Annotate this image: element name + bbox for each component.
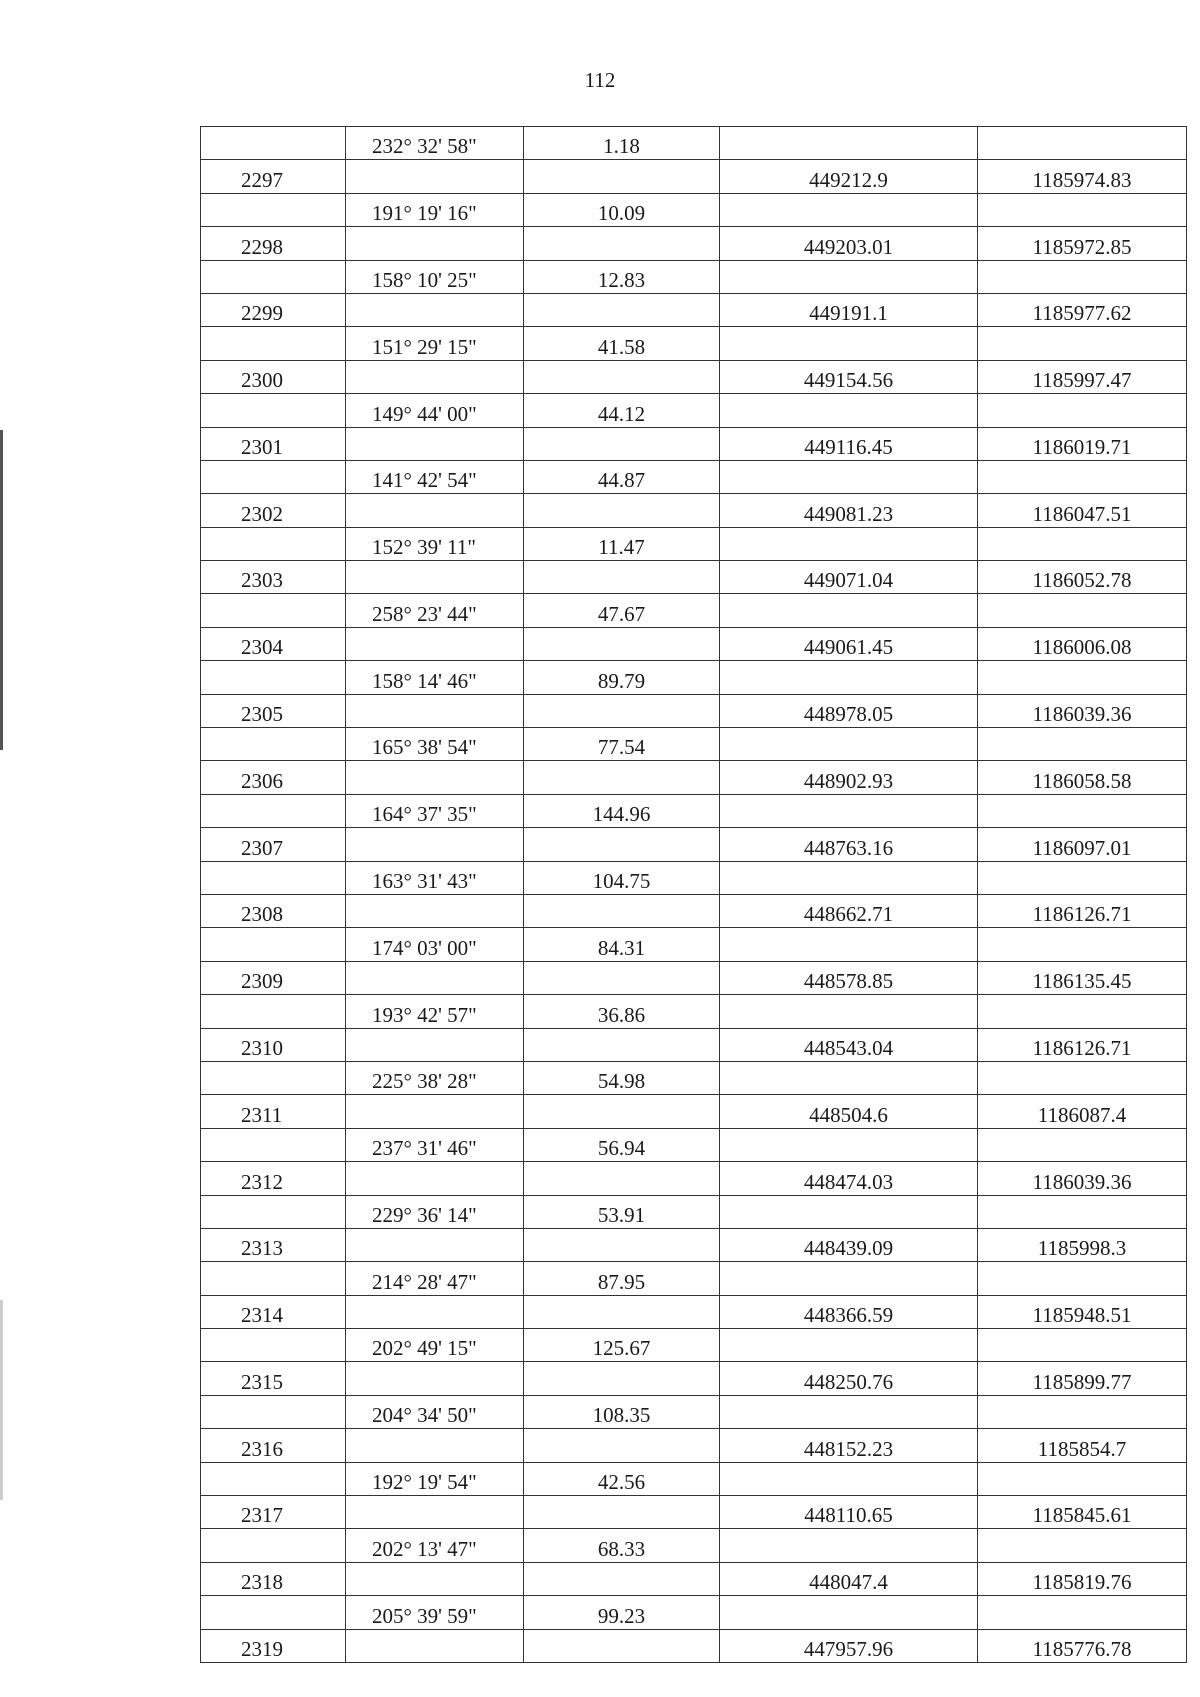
x-coordinate-cell: 448110.65 xyxy=(720,1496,978,1529)
point-row xyxy=(201,1295,1187,1328)
point-number-cell xyxy=(201,928,346,961)
y-coordinate-cell: 1186097.01 xyxy=(978,828,1187,861)
distance-cell xyxy=(524,427,720,460)
bearing-cell xyxy=(346,160,524,193)
y-coordinate-cell xyxy=(978,1262,1187,1295)
point-row xyxy=(201,360,1187,393)
point-number-cell: 2319 xyxy=(201,1629,346,1662)
distance-cell: 44.12 xyxy=(524,394,720,427)
distance-cell xyxy=(524,1362,720,1395)
distance-cell xyxy=(524,627,720,660)
course-row xyxy=(201,460,1187,493)
x-coordinate-cell xyxy=(720,1195,978,1228)
point-row xyxy=(201,160,1187,193)
bearing-cell xyxy=(346,561,524,594)
point-number-cell xyxy=(201,728,346,761)
point-number-cell: 2316 xyxy=(201,1429,346,1462)
course-row xyxy=(201,1128,1187,1161)
bearing-cell xyxy=(346,227,524,260)
course-row xyxy=(201,861,1187,894)
y-coordinate-cell xyxy=(978,861,1187,894)
point-number-cell: 2304 xyxy=(201,627,346,660)
bearing-cell xyxy=(346,1295,524,1328)
bearing-cell: 193° 42' 57" xyxy=(346,995,524,1028)
bearing-cell: 214° 28' 47" xyxy=(346,1262,524,1295)
point-row xyxy=(201,1362,1187,1395)
distance-cell xyxy=(524,1562,720,1595)
y-coordinate-cell: 1186039.36 xyxy=(978,1162,1187,1195)
point-row xyxy=(201,1629,1187,1662)
y-coordinate-cell xyxy=(978,1195,1187,1228)
y-coordinate-cell xyxy=(978,1128,1187,1161)
point-number-cell: 2306 xyxy=(201,761,346,794)
y-coordinate-cell xyxy=(978,995,1187,1028)
x-coordinate-cell: 448504.6 xyxy=(720,1095,978,1128)
point-number-cell xyxy=(201,1529,346,1562)
point-number-cell: 2315 xyxy=(201,1362,346,1395)
scan-edge-mark-lower xyxy=(0,1300,3,1500)
bearing-cell: 158° 14' 46" xyxy=(346,661,524,694)
distance-cell xyxy=(524,1295,720,1328)
point-row xyxy=(201,494,1187,527)
distance-cell: 89.79 xyxy=(524,661,720,694)
y-coordinate-cell: 1186126.71 xyxy=(978,1028,1187,1061)
bearing-cell xyxy=(346,828,524,861)
distance-cell xyxy=(524,494,720,527)
x-coordinate-cell: 448578.85 xyxy=(720,961,978,994)
point-number-cell: 2301 xyxy=(201,427,346,460)
point-number-cell: 2297 xyxy=(201,160,346,193)
bearing-cell xyxy=(346,1228,524,1261)
y-coordinate-cell xyxy=(978,1329,1187,1362)
x-coordinate-cell xyxy=(720,861,978,894)
distance-cell: 10.09 xyxy=(524,193,720,226)
bearing-cell: 258° 23' 44" xyxy=(346,594,524,627)
y-coordinate-cell xyxy=(978,794,1187,827)
point-row xyxy=(201,627,1187,660)
x-coordinate-cell xyxy=(720,1128,978,1161)
x-coordinate-cell xyxy=(720,661,978,694)
distance-cell: 53.91 xyxy=(524,1195,720,1228)
bearing-cell: 204° 34' 50" xyxy=(346,1395,524,1428)
distance-cell: 36.86 xyxy=(524,995,720,1028)
x-coordinate-cell xyxy=(720,728,978,761)
distance-cell: 104.75 xyxy=(524,861,720,894)
point-row xyxy=(201,761,1187,794)
course-row xyxy=(201,1596,1187,1629)
x-coordinate-cell xyxy=(720,1462,978,1495)
x-coordinate-cell: 448902.93 xyxy=(720,761,978,794)
distance-cell xyxy=(524,293,720,326)
y-coordinate-cell: 1186058.58 xyxy=(978,761,1187,794)
y-coordinate-cell: 1186087.4 xyxy=(978,1095,1187,1128)
course-row xyxy=(201,1262,1187,1295)
course-row xyxy=(201,928,1187,961)
bearing-cell: 163° 31' 43" xyxy=(346,861,524,894)
bearing-cell: 205° 39' 59" xyxy=(346,1596,524,1629)
y-coordinate-cell: 1185899.77 xyxy=(978,1362,1187,1395)
y-coordinate-cell: 1185972.85 xyxy=(978,227,1187,260)
distance-cell xyxy=(524,561,720,594)
x-coordinate-cell: 448439.09 xyxy=(720,1228,978,1261)
course-row xyxy=(201,995,1187,1028)
course-row xyxy=(201,527,1187,560)
point-number-cell xyxy=(201,861,346,894)
point-row xyxy=(201,561,1187,594)
x-coordinate-cell xyxy=(720,1596,978,1629)
x-coordinate-cell: 447957.96 xyxy=(720,1629,978,1662)
point-row xyxy=(201,293,1187,326)
distance-cell xyxy=(524,894,720,927)
x-coordinate-cell xyxy=(720,1329,978,1362)
point-number-cell: 2305 xyxy=(201,694,346,727)
course-row xyxy=(201,394,1187,427)
bearing-cell xyxy=(346,694,524,727)
bearing-cell xyxy=(346,1162,524,1195)
point-row xyxy=(201,961,1187,994)
y-coordinate-cell xyxy=(978,460,1187,493)
x-coordinate-cell: 449154.56 xyxy=(720,360,978,393)
distance-cell: 87.95 xyxy=(524,1262,720,1295)
bearing-cell xyxy=(346,627,524,660)
point-number-cell: 2313 xyxy=(201,1228,346,1261)
point-number-cell xyxy=(201,127,346,160)
point-number-cell xyxy=(201,1596,346,1629)
x-coordinate-cell: 449081.23 xyxy=(720,494,978,527)
y-coordinate-cell: 1186019.71 xyxy=(978,427,1187,460)
distance-cell xyxy=(524,160,720,193)
course-row xyxy=(201,1395,1187,1428)
bearing-cell xyxy=(346,494,524,527)
y-coordinate-cell: 1186052.78 xyxy=(978,561,1187,594)
y-coordinate-cell xyxy=(978,1529,1187,1562)
course-row xyxy=(201,1195,1187,1228)
y-coordinate-cell: 1185819.76 xyxy=(978,1562,1187,1595)
page-number: 112 xyxy=(584,68,616,92)
y-coordinate-cell xyxy=(978,527,1187,560)
bearing-cell: 229° 36' 14" xyxy=(346,1195,524,1228)
distance-cell xyxy=(524,828,720,861)
point-number-cell xyxy=(201,1128,346,1161)
distance-cell xyxy=(524,227,720,260)
y-coordinate-cell: 1186039.36 xyxy=(978,694,1187,727)
scan-edge-mark-upper xyxy=(0,430,3,750)
point-number-cell: 2311 xyxy=(201,1095,346,1128)
bearing-cell xyxy=(346,961,524,994)
course-row xyxy=(201,1462,1187,1495)
bearing-cell xyxy=(346,1496,524,1529)
y-coordinate-cell xyxy=(978,594,1187,627)
point-number-cell xyxy=(201,260,346,293)
y-coordinate-cell: 1185997.47 xyxy=(978,360,1187,393)
x-coordinate-cell xyxy=(720,995,978,1028)
point-number-cell xyxy=(201,394,346,427)
y-coordinate-cell xyxy=(978,1395,1187,1428)
bearing-cell: 225° 38' 28" xyxy=(346,1061,524,1094)
point-number-cell: 2300 xyxy=(201,360,346,393)
course-row xyxy=(201,728,1187,761)
x-coordinate-cell: 449061.45 xyxy=(720,627,978,660)
y-coordinate-cell: 1185776.78 xyxy=(978,1629,1187,1662)
point-row xyxy=(201,1095,1187,1128)
point-number-cell xyxy=(201,460,346,493)
point-number-cell: 2308 xyxy=(201,894,346,927)
point-number-cell xyxy=(201,594,346,627)
bearing-cell xyxy=(346,1028,524,1061)
point-row xyxy=(201,1496,1187,1529)
y-coordinate-cell xyxy=(978,1596,1187,1629)
x-coordinate-cell xyxy=(720,460,978,493)
distance-cell xyxy=(524,961,720,994)
point-number-cell xyxy=(201,193,346,226)
point-number-cell: 2314 xyxy=(201,1295,346,1328)
point-number-cell xyxy=(201,1262,346,1295)
bearing-cell xyxy=(346,1095,524,1128)
y-coordinate-cell xyxy=(978,260,1187,293)
x-coordinate-cell: 449191.1 xyxy=(720,293,978,326)
x-coordinate-cell xyxy=(720,794,978,827)
point-number-cell: 2317 xyxy=(201,1496,346,1529)
course-row xyxy=(201,661,1187,694)
point-row xyxy=(201,894,1187,927)
point-number-cell: 2303 xyxy=(201,561,346,594)
y-coordinate-cell: 1185845.61 xyxy=(978,1496,1187,1529)
bearing-cell: 152° 39' 11" xyxy=(346,527,524,560)
y-coordinate-cell xyxy=(978,394,1187,427)
x-coordinate-cell: 449116.45 xyxy=(720,427,978,460)
x-coordinate-cell: 448152.23 xyxy=(720,1429,978,1462)
point-row xyxy=(201,1429,1187,1462)
distance-cell xyxy=(524,1629,720,1662)
distance-cell xyxy=(524,1028,720,1061)
y-coordinate-cell xyxy=(978,928,1187,961)
point-row xyxy=(201,1162,1187,1195)
y-coordinate-cell: 1186006.08 xyxy=(978,627,1187,660)
distance-cell: 68.33 xyxy=(524,1529,720,1562)
point-number-cell xyxy=(201,995,346,1028)
point-row xyxy=(201,694,1187,727)
bearing-cell xyxy=(346,293,524,326)
point-number-cell xyxy=(201,1061,346,1094)
point-number-cell: 2299 xyxy=(201,293,346,326)
distance-cell xyxy=(524,1095,720,1128)
x-coordinate-cell: 448250.76 xyxy=(720,1362,978,1395)
bearing-cell: 202° 49' 15" xyxy=(346,1329,524,1362)
y-coordinate-cell: 1185998.3 xyxy=(978,1228,1187,1261)
course-row xyxy=(201,1061,1187,1094)
bearing-cell xyxy=(346,360,524,393)
bearing-cell: 164° 37' 35" xyxy=(346,794,524,827)
course-row xyxy=(201,193,1187,226)
y-coordinate-cell: 1186047.51 xyxy=(978,494,1187,527)
bearing-cell xyxy=(346,1562,524,1595)
distance-cell: 1.18 xyxy=(524,127,720,160)
y-coordinate-cell: 1186126.71 xyxy=(978,894,1187,927)
y-coordinate-cell: 1186135.45 xyxy=(978,961,1187,994)
x-coordinate-cell xyxy=(720,527,978,560)
y-coordinate-cell xyxy=(978,661,1187,694)
point-number-cell: 2298 xyxy=(201,227,346,260)
x-coordinate-cell xyxy=(720,928,978,961)
course-row xyxy=(201,1329,1187,1362)
point-row xyxy=(201,1562,1187,1595)
point-number-cell xyxy=(201,1195,346,1228)
y-coordinate-cell xyxy=(978,728,1187,761)
course-row xyxy=(201,794,1187,827)
bearing-cell: 232° 32' 58" xyxy=(346,127,524,160)
x-coordinate-cell: 449071.04 xyxy=(720,561,978,594)
survey-coordinates-table xyxy=(200,126,1187,1663)
distance-cell: 77.54 xyxy=(524,728,720,761)
bearing-cell xyxy=(346,427,524,460)
distance-cell: 11.47 xyxy=(524,527,720,560)
bearing-cell: 174° 03' 00" xyxy=(346,928,524,961)
point-number-cell xyxy=(201,1395,346,1428)
x-coordinate-cell: 449203.01 xyxy=(720,227,978,260)
distance-cell: 54.98 xyxy=(524,1061,720,1094)
y-coordinate-cell xyxy=(978,327,1187,360)
bearing-cell: 192° 19' 54" xyxy=(346,1462,524,1495)
bearing-cell: 158° 10' 25" xyxy=(346,260,524,293)
distance-cell: 84.31 xyxy=(524,928,720,961)
distance-cell xyxy=(524,761,720,794)
distance-cell xyxy=(524,694,720,727)
x-coordinate-cell: 448366.59 xyxy=(720,1295,978,1328)
x-coordinate-cell xyxy=(720,127,978,160)
bearing-cell xyxy=(346,761,524,794)
point-row xyxy=(201,1028,1187,1061)
point-number-cell: 2318 xyxy=(201,1562,346,1595)
distance-cell: 125.67 xyxy=(524,1329,720,1362)
point-row xyxy=(201,427,1187,460)
y-coordinate-cell: 1185977.62 xyxy=(978,293,1187,326)
point-number-cell xyxy=(201,794,346,827)
distance-cell xyxy=(524,360,720,393)
bearing-cell: 202° 13' 47" xyxy=(346,1529,524,1562)
x-coordinate-cell xyxy=(720,1061,978,1094)
y-coordinate-cell: 1185974.83 xyxy=(978,160,1187,193)
distance-cell xyxy=(524,1228,720,1261)
bearing-cell: 237° 31' 46" xyxy=(346,1128,524,1161)
distance-cell: 12.83 xyxy=(524,260,720,293)
distance-cell: 56.94 xyxy=(524,1128,720,1161)
x-coordinate-cell: 448474.03 xyxy=(720,1162,978,1195)
table-body xyxy=(201,127,1187,1663)
bearing-cell xyxy=(346,894,524,927)
bearing-cell xyxy=(346,1629,524,1662)
x-coordinate-cell: 448978.05 xyxy=(720,694,978,727)
x-coordinate-cell xyxy=(720,1395,978,1428)
distance-cell xyxy=(524,1162,720,1195)
x-coordinate-cell: 449212.9 xyxy=(720,160,978,193)
point-number-cell xyxy=(201,1462,346,1495)
bearing-cell: 149° 44' 00" xyxy=(346,394,524,427)
point-row xyxy=(201,227,1187,260)
bearing-cell xyxy=(346,1429,524,1462)
course-row xyxy=(201,327,1187,360)
distance-cell: 44.87 xyxy=(524,460,720,493)
point-number-cell xyxy=(201,661,346,694)
distance-cell xyxy=(524,1496,720,1529)
bearing-cell: 151° 29' 15" xyxy=(346,327,524,360)
x-coordinate-cell: 448662.71 xyxy=(720,894,978,927)
point-number-cell: 2307 xyxy=(201,828,346,861)
course-row xyxy=(201,260,1187,293)
x-coordinate-cell: 448047.4 xyxy=(720,1562,978,1595)
distance-cell: 42.56 xyxy=(524,1462,720,1495)
course-row xyxy=(201,127,1187,160)
point-row xyxy=(201,828,1187,861)
x-coordinate-cell xyxy=(720,394,978,427)
distance-cell xyxy=(524,1429,720,1462)
y-coordinate-cell: 1185854.7 xyxy=(978,1429,1187,1462)
distance-cell: 144.96 xyxy=(524,794,720,827)
x-coordinate-cell xyxy=(720,1529,978,1562)
point-number-cell xyxy=(201,1329,346,1362)
y-coordinate-cell xyxy=(978,1061,1187,1094)
y-coordinate-cell xyxy=(978,1462,1187,1495)
distance-cell: 108.35 xyxy=(524,1395,720,1428)
course-row xyxy=(201,594,1187,627)
y-coordinate-cell: 1185948.51 xyxy=(978,1295,1187,1328)
point-row xyxy=(201,1228,1187,1261)
x-coordinate-cell: 448763.16 xyxy=(720,828,978,861)
bearing-cell: 165° 38' 54" xyxy=(346,728,524,761)
bearing-cell xyxy=(346,1362,524,1395)
point-number-cell: 2310 xyxy=(201,1028,346,1061)
point-number-cell: 2302 xyxy=(201,494,346,527)
x-coordinate-cell xyxy=(720,594,978,627)
point-number-cell: 2312 xyxy=(201,1162,346,1195)
y-coordinate-cell xyxy=(978,193,1187,226)
bearing-cell: 141° 42' 54" xyxy=(346,460,524,493)
y-coordinate-cell xyxy=(978,127,1187,160)
x-coordinate-cell xyxy=(720,260,978,293)
x-coordinate-cell xyxy=(720,193,978,226)
point-number-cell xyxy=(201,527,346,560)
bearing-cell: 191° 19' 16" xyxy=(346,193,524,226)
distance-cell: 41.58 xyxy=(524,327,720,360)
x-coordinate-cell xyxy=(720,1262,978,1295)
point-number-cell: 2309 xyxy=(201,961,346,994)
x-coordinate-cell: 448543.04 xyxy=(720,1028,978,1061)
course-row xyxy=(201,1529,1187,1562)
distance-cell: 47.67 xyxy=(524,594,720,627)
point-number-cell xyxy=(201,327,346,360)
distance-cell: 99.23 xyxy=(524,1596,720,1629)
x-coordinate-cell xyxy=(720,327,978,360)
